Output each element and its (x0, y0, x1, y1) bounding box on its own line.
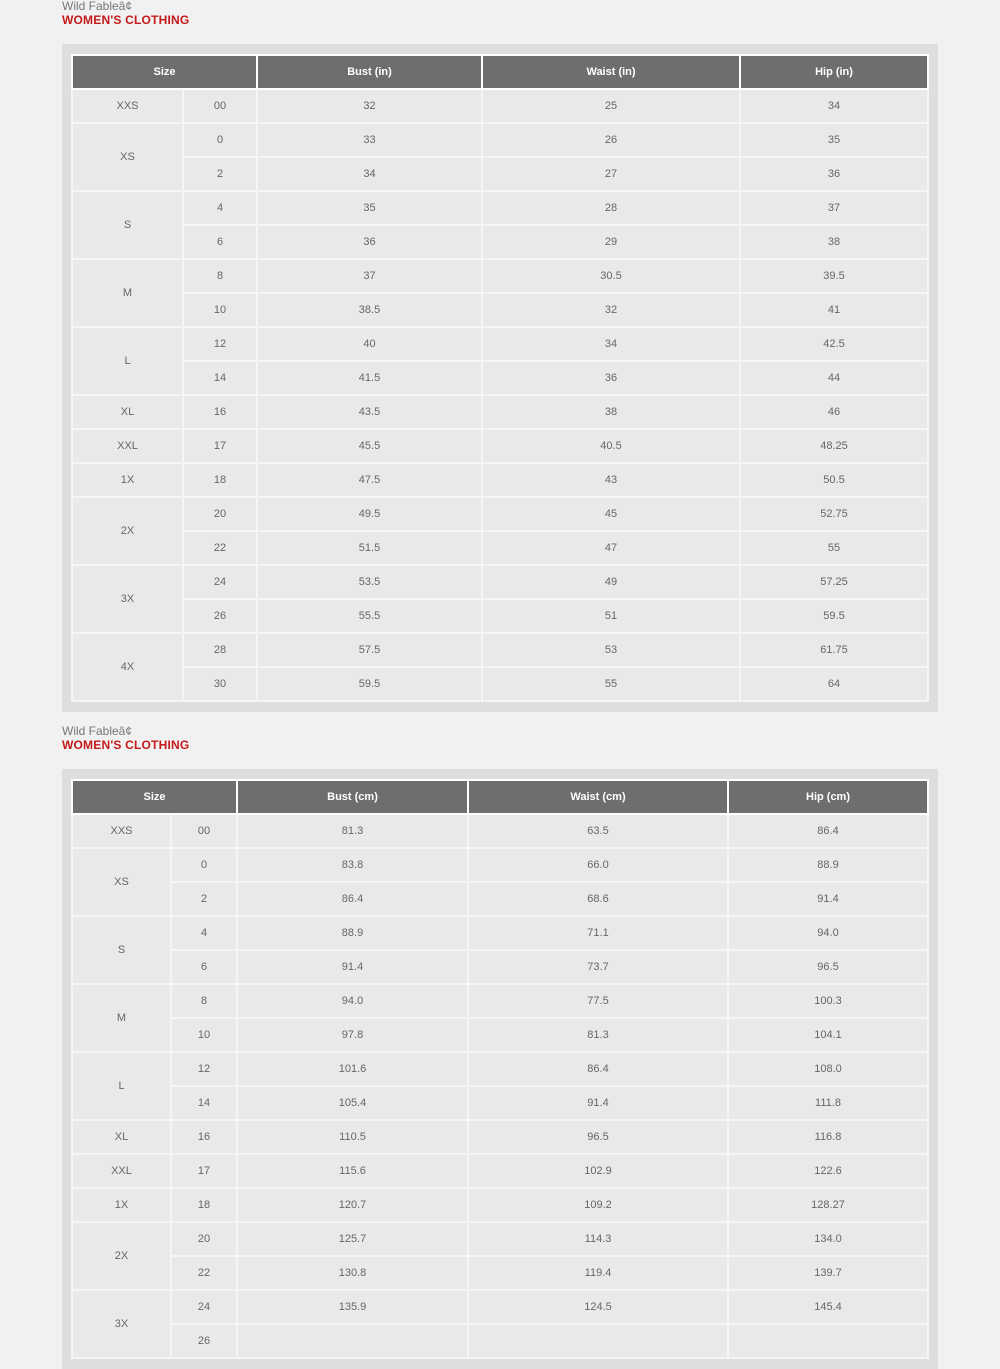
size-label-cell: L (72, 327, 183, 395)
bust-cell: 40 (257, 327, 482, 361)
waist-cell (468, 1324, 728, 1358)
waist-cell: 53 (482, 633, 740, 667)
bust-cell: 41.5 (257, 361, 482, 395)
table-row (72, 1290, 928, 1324)
bust-cell: 53.5 (257, 565, 482, 599)
size-label-cell: S (72, 916, 171, 984)
table-row (72, 225, 928, 259)
bust-cell: 130.8 (237, 1256, 468, 1290)
size-label-cell: XXS (72, 814, 171, 848)
bust-cell: 59.5 (257, 667, 482, 701)
table-row (72, 157, 928, 191)
size-label-cell: S (72, 191, 183, 259)
hip-cell: 94.0 (728, 916, 928, 950)
size-label-cell: XL (72, 1120, 171, 1154)
table-row (72, 361, 928, 395)
hip-cell: 57.25 (740, 565, 928, 599)
numeric-size-cell: 10 (171, 1018, 237, 1052)
waist-cell: 114.3 (468, 1222, 728, 1256)
numeric-size-cell: 4 (183, 191, 257, 225)
size-label-cell: 4X (72, 633, 183, 701)
numeric-size-cell: 17 (183, 429, 257, 463)
waist-cell: 45 (482, 497, 740, 531)
numeric-size-cell: 2 (183, 157, 257, 191)
bust-cell: 35 (257, 191, 482, 225)
waist-cell: 28 (482, 191, 740, 225)
hip-cell: 145.4 (728, 1290, 928, 1324)
bust-cell: 47.5 (257, 463, 482, 497)
numeric-size-cell: 18 (183, 463, 257, 497)
waist-cell: 40.5 (482, 429, 740, 463)
bust-cell: 34 (257, 157, 482, 191)
table-row (72, 395, 928, 429)
size-label-cell: XS (72, 123, 183, 191)
table-row (72, 123, 928, 157)
waist-cell: 124.5 (468, 1290, 728, 1324)
waist-cell: 77.5 (468, 984, 728, 1018)
waist-cell: 55 (482, 667, 740, 701)
numeric-size-cell: 14 (171, 1086, 237, 1120)
waist-cell: 43 (482, 463, 740, 497)
numeric-size-cell: 22 (183, 531, 257, 565)
hip-cell: 116.8 (728, 1120, 928, 1154)
table-row (72, 429, 928, 463)
numeric-size-cell: 24 (183, 565, 257, 599)
waist-cell: 66.0 (468, 848, 728, 882)
bust-cell: 101.6 (237, 1052, 468, 1086)
table-row (72, 89, 928, 123)
numeric-size-cell: 28 (183, 633, 257, 667)
hip-cell: 100.3 (728, 984, 928, 1018)
bust-cell: 57.5 (257, 633, 482, 667)
hip-cell: 59.5 (740, 599, 928, 633)
table-row (72, 1154, 928, 1188)
bust-cell: 105.4 (237, 1086, 468, 1120)
column-header: Waist (cm) (468, 780, 728, 814)
numeric-size-cell: 10 (183, 293, 257, 327)
hip-cell: 52.75 (740, 497, 928, 531)
waist-cell: 86.4 (468, 1052, 728, 1086)
table-row (72, 191, 928, 225)
numeric-size-cell: 26 (171, 1324, 237, 1358)
table-row (72, 916, 928, 950)
size-label-cell: XL (72, 395, 183, 429)
table-row (72, 1188, 928, 1222)
table-row (72, 1120, 928, 1154)
table-row (72, 327, 928, 361)
waist-cell: 96.5 (468, 1120, 728, 1154)
numeric-size-cell: 12 (171, 1052, 237, 1086)
waist-cell: 63.5 (468, 814, 728, 848)
size-label-cell: 3X (72, 565, 183, 633)
waist-cell: 49 (482, 565, 740, 599)
hip-cell: 96.5 (728, 950, 928, 984)
table-row (72, 1222, 928, 1256)
table-row (72, 497, 928, 531)
size-label-cell: 1X (72, 463, 183, 497)
table-row (72, 1018, 928, 1052)
waist-cell: 71.1 (468, 916, 728, 950)
hip-cell: 55 (740, 531, 928, 565)
bust-cell: 81.3 (237, 814, 468, 848)
column-header: Bust (in) (257, 55, 482, 89)
size-label-cell: M (72, 984, 171, 1052)
numeric-size-cell: 6 (183, 225, 257, 259)
hip-cell: 64 (740, 667, 928, 701)
numeric-size-cell: 8 (183, 259, 257, 293)
numeric-size-cell: 4 (171, 916, 237, 950)
waist-cell: 109.2 (468, 1188, 728, 1222)
bust-cell: 83.8 (237, 848, 468, 882)
numeric-size-cell: 16 (171, 1120, 237, 1154)
table-row (72, 259, 928, 293)
bust-cell: 32 (257, 89, 482, 123)
hip-cell: 91.4 (728, 882, 928, 916)
numeric-size-cell: 30 (183, 667, 257, 701)
bust-cell: 135.9 (237, 1290, 468, 1324)
hip-cell: 37 (740, 191, 928, 225)
hip-cell: 134.0 (728, 1222, 928, 1256)
table-header-row (72, 55, 928, 89)
waist-cell: 91.4 (468, 1086, 728, 1120)
size-label-cell: M (72, 259, 183, 327)
waist-cell: 81.3 (468, 1018, 728, 1052)
table-row (72, 950, 928, 984)
table-header-row (72, 780, 928, 814)
bust-cell: 38.5 (257, 293, 482, 327)
numeric-size-cell: 00 (183, 89, 257, 123)
hip-cell: 44 (740, 361, 928, 395)
waist-cell: 102.9 (468, 1154, 728, 1188)
bust-cell: 55.5 (257, 599, 482, 633)
hip-cell: 38 (740, 225, 928, 259)
bust-cell: 120.7 (237, 1188, 468, 1222)
hip-cell: 111.8 (728, 1086, 928, 1120)
bust-cell: 33 (257, 123, 482, 157)
waist-cell: 38 (482, 395, 740, 429)
hip-cell: 86.4 (728, 814, 928, 848)
bust-cell: 43.5 (257, 395, 482, 429)
hip-cell: 88.9 (728, 848, 928, 882)
table-row (72, 848, 928, 882)
table-row (72, 633, 928, 667)
numeric-size-cell: 12 (183, 327, 257, 361)
hip-cell: 128.27 (728, 1188, 928, 1222)
column-header: Waist (in) (482, 55, 740, 89)
hip-cell: 48.25 (740, 429, 928, 463)
waist-cell: 26 (482, 123, 740, 157)
size-label-cell: 1X (72, 1188, 171, 1222)
numeric-size-cell: 0 (171, 848, 237, 882)
waist-cell: 25 (482, 89, 740, 123)
numeric-size-cell: 00 (171, 814, 237, 848)
hip-cell: 122.6 (728, 1154, 928, 1188)
table-row (72, 1324, 928, 1358)
bust-cell: 37 (257, 259, 482, 293)
bust-cell: 94.0 (237, 984, 468, 1018)
hip-cell: 104.1 (728, 1018, 928, 1052)
numeric-size-cell: 17 (171, 1154, 237, 1188)
hip-cell (728, 1324, 928, 1358)
bust-cell (237, 1324, 468, 1358)
bust-cell: 125.7 (237, 1222, 468, 1256)
hip-cell: 61.75 (740, 633, 928, 667)
size-chart-panel-cm (62, 769, 938, 1369)
bust-cell: 51.5 (257, 531, 482, 565)
size-label-cell: XXL (72, 429, 183, 463)
waist-cell: 32 (482, 293, 740, 327)
section-title: WOMEN'S CLOTHING (62, 13, 190, 27)
hip-cell: 34 (740, 89, 928, 123)
table-row (72, 1256, 928, 1290)
table-row (72, 882, 928, 916)
numeric-size-cell: 20 (171, 1222, 237, 1256)
numeric-size-cell: 20 (183, 497, 257, 531)
waist-cell: 73.7 (468, 950, 728, 984)
hip-cell: 39.5 (740, 259, 928, 293)
column-header: Bust (cm) (237, 780, 468, 814)
bust-cell: 36 (257, 225, 482, 259)
column-header: Size (72, 55, 257, 89)
hip-cell: 41 (740, 293, 928, 327)
hip-cell: 139.7 (728, 1256, 928, 1290)
waist-cell: 27 (482, 157, 740, 191)
bust-cell: 91.4 (237, 950, 468, 984)
waist-cell: 119.4 (468, 1256, 728, 1290)
numeric-size-cell: 26 (183, 599, 257, 633)
waist-cell: 29 (482, 225, 740, 259)
hip-cell: 35 (740, 123, 928, 157)
brand-name: Wild Fableâ¢ (62, 0, 133, 13)
table-row (72, 814, 928, 848)
size-chart-panel-inches (62, 44, 938, 712)
waist-cell: 36 (482, 361, 740, 395)
bust-cell: 88.9 (237, 916, 468, 950)
numeric-size-cell: 0 (183, 123, 257, 157)
size-chart-table-inches (71, 54, 929, 702)
numeric-size-cell: 8 (171, 984, 237, 1018)
bust-cell: 115.6 (237, 1154, 468, 1188)
size-chart-table-cm (71, 779, 929, 1359)
numeric-size-cell: 24 (171, 1290, 237, 1324)
bust-cell: 97.8 (237, 1018, 468, 1052)
size-label-cell: 2X (72, 497, 183, 565)
size-label-cell: XXL (72, 1154, 171, 1188)
section-title: WOMEN'S CLOTHING (62, 738, 190, 752)
hip-cell: 108.0 (728, 1052, 928, 1086)
numeric-size-cell: 22 (171, 1256, 237, 1290)
table-row (72, 667, 928, 701)
bust-cell: 110.5 (237, 1120, 468, 1154)
size-label-cell: 2X (72, 1222, 171, 1290)
hip-cell: 46 (740, 395, 928, 429)
waist-cell: 51 (482, 599, 740, 633)
column-header: Hip (in) (740, 55, 928, 89)
waist-cell: 47 (482, 531, 740, 565)
section-header-inches (62, 0, 938, 27)
table-row (72, 1052, 928, 1086)
numeric-size-cell: 2 (171, 882, 237, 916)
numeric-size-cell: 18 (171, 1188, 237, 1222)
section-header-cm (62, 725, 938, 752)
size-label-cell: XXS (72, 89, 183, 123)
numeric-size-cell: 16 (183, 395, 257, 429)
column-header: Hip (cm) (728, 780, 928, 814)
table-row (72, 565, 928, 599)
table-row (72, 599, 928, 633)
brand-name: Wild Fableâ¢ (62, 724, 133, 738)
hip-cell: 36 (740, 157, 928, 191)
bust-cell: 49.5 (257, 497, 482, 531)
table-row (72, 293, 928, 327)
table-row (72, 984, 928, 1018)
bust-cell: 86.4 (237, 882, 468, 916)
hip-cell: 50.5 (740, 463, 928, 497)
size-label-cell: XS (72, 848, 171, 916)
waist-cell: 34 (482, 327, 740, 361)
size-label-cell: L (72, 1052, 171, 1120)
waist-cell: 30.5 (482, 259, 740, 293)
size-label-cell: 3X (72, 1290, 171, 1358)
numeric-size-cell: 6 (171, 950, 237, 984)
column-header: Size (72, 780, 237, 814)
table-row (72, 1086, 928, 1120)
waist-cell: 68.6 (468, 882, 728, 916)
numeric-size-cell: 14 (183, 361, 257, 395)
table-row (72, 463, 928, 497)
hip-cell: 42.5 (740, 327, 928, 361)
bust-cell: 45.5 (257, 429, 482, 463)
table-row (72, 531, 928, 565)
